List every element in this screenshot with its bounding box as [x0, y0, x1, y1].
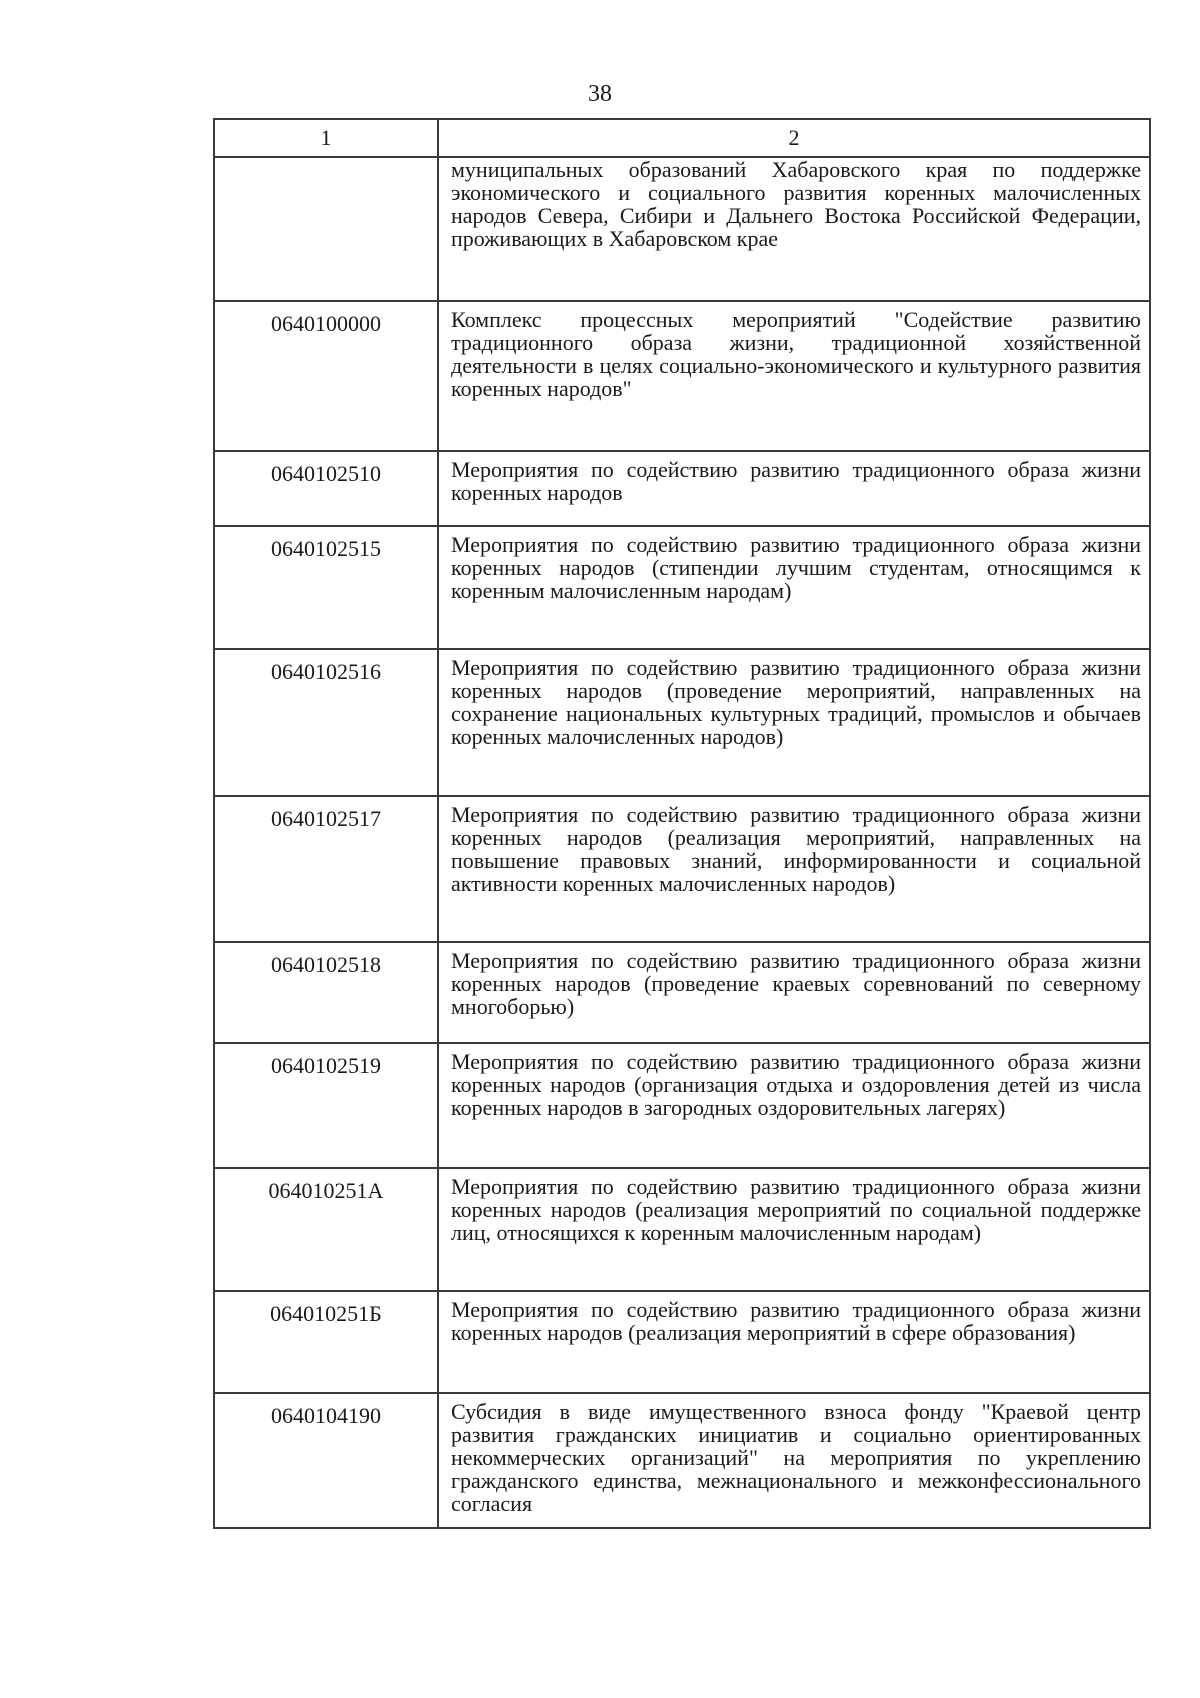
- table-row: [214, 796, 1150, 942]
- table-row: [214, 1168, 1150, 1291]
- row-description: Мероприятия по содействию развитию традиционного образа жизни коренных народов (реализация мероприятий в сфере образования): [438, 1291, 1150, 1393]
- table-row: [214, 301, 1150, 451]
- row-description: Мероприятия по содействию развитию традиционного образа жизни коренных народов (реализация мероприятий по социальной поддержке лиц, относящихся к коренным малочисленным народам): [438, 1168, 1150, 1291]
- table-row: [214, 942, 1150, 1043]
- budget-code-table: [213, 118, 1151, 1529]
- row-code: [214, 157, 438, 301]
- row-description: муниципальных образований Хабаровского края по поддержке экономического и социального развития коренных малочисленных народов Севера, Сибири и Дальнего Востока Российской Федерации, проживающих в Хабаровском крае: [438, 157, 1150, 301]
- row-code: 0640102517: [214, 796, 438, 942]
- row-description: Мероприятия по содействию развитию традиционного образа жизни коренных народов (проведение краевых соревнований по северному многоборью): [438, 942, 1150, 1043]
- table-row: [214, 1393, 1150, 1528]
- column-header-1: 1: [214, 119, 438, 157]
- row-code: 0640102510: [214, 451, 438, 526]
- row-description: Мероприятия по содействию развитию традиционного образа жизни коренных народов (стипендии лучшим студентам, относящимся к коренным малочисленным народам): [438, 526, 1150, 649]
- table-row: [214, 649, 1150, 796]
- row-description: Мероприятия по содействию развитию традиционного образа жизни коренных народов: [438, 451, 1150, 526]
- row-code: 0640102519: [214, 1043, 438, 1168]
- row-description: Мероприятия по содействию развитию традиционного образа жизни коренных народов (реализация мероприятий, направленных на повышение правовых знаний, информированности и социальной активности коренных малочисленных народов): [438, 796, 1150, 942]
- table-row: [214, 526, 1150, 649]
- row-code: 0640102516: [214, 649, 438, 796]
- page-number: 38: [588, 81, 612, 107]
- row-description: Комплекс процессных мероприятий "Содействие развитию традиционного образа жизни, традиционной хозяйственной деятельности в целях социально-экономического и культурного развития коренных народов": [438, 301, 1150, 451]
- row-code: 0640102518: [214, 942, 438, 1043]
- table-row: [214, 1291, 1150, 1393]
- row-description: Субсидия в виде имущественного взноса фонду "Краевой центр развития гражданских инициатив и социально ориентированных некоммерческих организаций" на мероприятия по укреплению гражданского единства, межнационального и межконфессионального согласия: [438, 1393, 1150, 1528]
- row-description: Мероприятия по содействию развитию традиционного образа жизни коренных народов (проведение мероприятий, направленных на сохранение национальных культурных традиций, промыслов и обычаев коренных малочисленных народов): [438, 649, 1150, 796]
- table-row: [214, 157, 1150, 301]
- row-code: 0640100000: [214, 301, 438, 451]
- table-row: [214, 1043, 1150, 1168]
- row-code: 0640102515: [214, 526, 438, 649]
- row-code: 064010251Б: [214, 1291, 438, 1393]
- column-header-2: 2: [438, 119, 1150, 157]
- row-description: Мероприятия по содействию развитию традиционного образа жизни коренных народов (организация отдыха и оздоровления детей из числа коренных народов в загородных оздоровительных лагерях): [438, 1043, 1150, 1168]
- row-code: 064010251А: [214, 1168, 438, 1291]
- row-code: 0640104190: [214, 1393, 438, 1528]
- table-row: [214, 451, 1150, 526]
- table-header-row: [214, 119, 1150, 157]
